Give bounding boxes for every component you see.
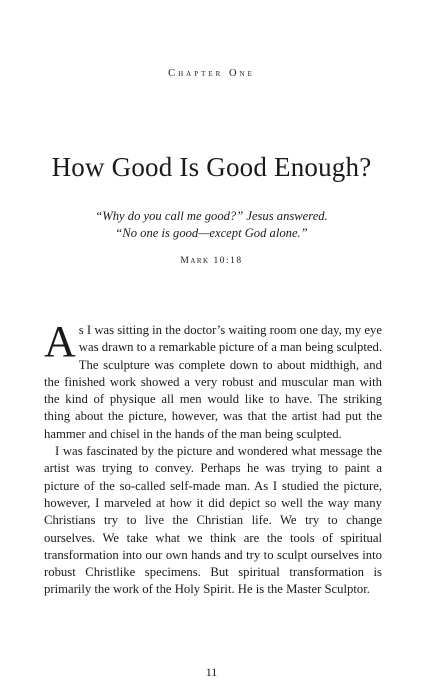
paragraph-2: I was fascinated by the picture and wondered what message the artist was trying to convey. Perhaps he was trying to paint a picture of the so-called self-made man. As I studied the picture, however, I marveled at how it did depict so well the way many Christians try to live the Christian life. We try to change ourselves. We take what we think are the tools of spiritual transformation into our own hands and try to sculpt ourselves into robust Christlike specimens. But spiritual transformation is primarily the work of the Holy Spirit. He is the Master Sculptor.: [44, 444, 382, 597]
epigraph-citation: Mark 10:18: [180, 256, 243, 266]
paragraph-1: [44, 317, 382, 443]
page-number: 11: [205, 665, 218, 679]
epigraph-line-2: “No one is good—except God alone.”: [115, 226, 308, 240]
epigraph-line-1: “Why do you call me good?” Jesus answered.: [95, 209, 328, 223]
paragraph-1-text: s I was sitting in the doctor’s waiting room one day, my eye was drawn to a remarkable picture of a man being sculpted. The sculpture was complete down to about midthigh, and the finished work showed a very robust and muscular man with the kind of physique all men would like to have. The striking thing about the picture, however, was that the artist had put the hammer and chisel in the hands of the man being sculpted.: [44, 323, 382, 441]
epigraph: [0, 208, 423, 242]
chapter-label: Chapter One: [168, 68, 255, 79]
chapter-title: How Good Is Good Enough?: [51, 152, 372, 182]
body-text: [44, 317, 382, 599]
drop-cap: A: [44, 317, 76, 366]
